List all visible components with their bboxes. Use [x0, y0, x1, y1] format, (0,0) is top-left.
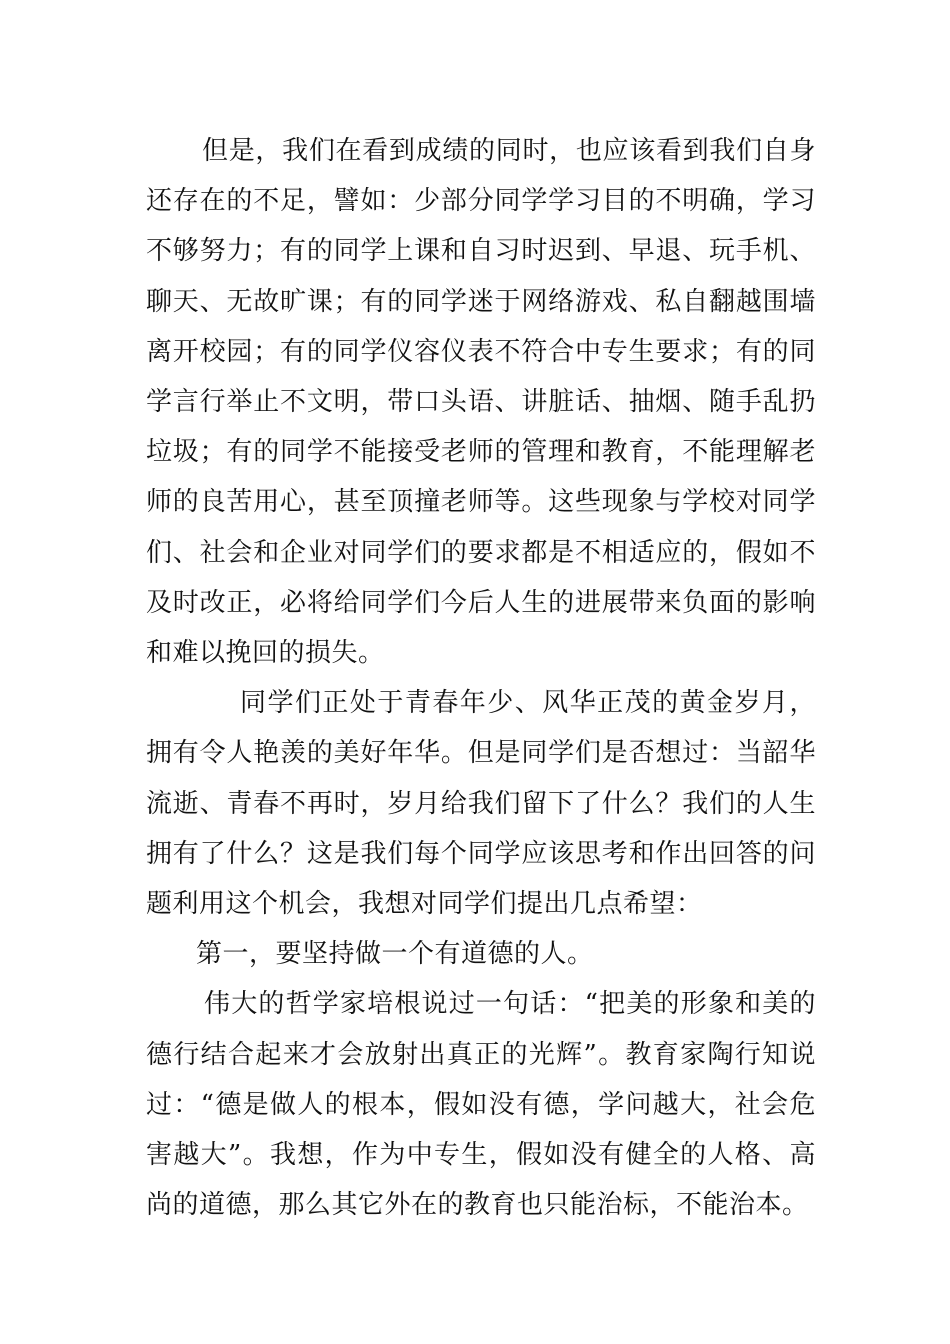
document-body	[146, 126, 816, 1230]
paragraph-shortcomings: 但是，我们在看到成绩的同时，也应该看到我们自身还存在的不足，譬如：少部分同学学习目的不明确，学习不够努力；有的同学上课和自习时迟到、早退、玩手机、聊天、无故旷课；有的同学迷于网络游戏、私自翻越围墙离开校园；有的同学仪容仪表不符合中专生要求；有的同学言行举止不文明，带口头语、讲脏话、抽烟、随手乱扔垃圾；有的同学不能接受老师的管理和教育，不能理解老师的良苦用心，甚至顶撞老师等。这些现象与学校对同学们、社会和企业对同学们的要求都是不相适应的，假如不及时改正，必将给同学们今后人生的进展带来负面的影响和难以挽回的损失。	[146, 136, 816, 669]
paragraph-youth: 同学们正处于青春年少、风华正茂的黄金岁月，拥有令人艳羡的美好年华。但是同学们是否想过：当韶华流逝、青春不再时，岁月给我们留下了什么？我们的人生拥有了什么？这是我们每个同学应该思考和作出回答的问题利用这个机会，我想对同学们提出几点希望：	[146, 688, 816, 920]
paragraph-bacon-quote: 伟大的哲学家培根说过一句话：“把美的形象和美的德行结合起来才会放射出真正的光辉”。教育家陶行知说过：“德是做人的根本，假如没有德，学问越大，社会危害越大”。我想，作为中专生，假如没有健全的人格、高尚的道德，那么其它外在的教育也只能治标，不能治本。	[146, 989, 816, 1221]
paragraph-first-point: 第一，要坚持做一个有道德的人。	[196, 939, 594, 970]
